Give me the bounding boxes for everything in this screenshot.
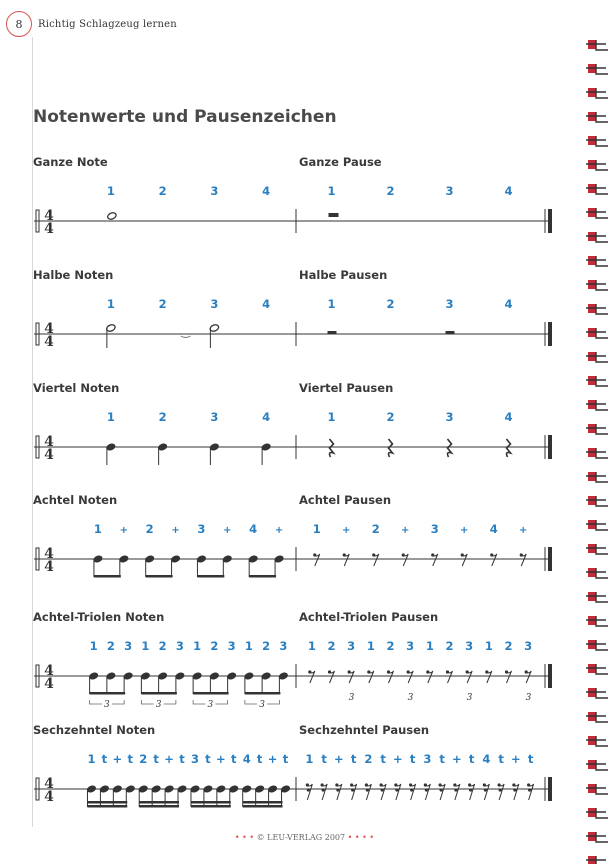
- count-label: 1: [327, 410, 336, 424]
- page-heading: Notenwerte und Pausenzeichen: [33, 107, 337, 127]
- spiral-loop: [586, 184, 608, 194]
- rest-flag-dot: [440, 788, 443, 791]
- count-label: +: [267, 752, 278, 766]
- count-label: +: [401, 525, 410, 536]
- count-label: 3: [423, 752, 432, 766]
- spiral-loop: [586, 760, 608, 770]
- whole-note: [107, 212, 117, 221]
- section-label-right: Sechzehntel Pausen: [299, 723, 430, 737]
- spiral-loop: [586, 688, 608, 698]
- section-label-right: Achtel Pausen: [299, 493, 392, 507]
- page-number: 8: [6, 11, 32, 37]
- section-label-left: Achtel Noten: [33, 493, 118, 507]
- rest-flag-dot: [395, 788, 398, 791]
- count-label: 1: [141, 639, 150, 653]
- section-label-right: Halbe Pausen: [299, 268, 388, 282]
- count-label: 4: [262, 410, 271, 424]
- count-label: t: [231, 752, 237, 766]
- section-label-left: Achtel-Triolen Noten: [33, 610, 165, 624]
- spiral-loop: [586, 520, 608, 530]
- count-label: t: [468, 752, 475, 766]
- count-label: 4: [249, 522, 258, 536]
- rest-flag-dot: [307, 788, 310, 791]
- count-label: t: [153, 752, 159, 766]
- count-label: 1: [305, 752, 314, 766]
- note-beam: [146, 575, 173, 578]
- spiral-loop: [586, 832, 608, 842]
- count-label: 3: [524, 639, 533, 653]
- spiral-loop: [586, 280, 608, 290]
- count-label: 2: [386, 639, 395, 653]
- count-label: 2: [386, 410, 395, 424]
- count-label: 1: [312, 522, 321, 536]
- spiral-loop: [586, 256, 608, 266]
- spiral-loop: [586, 640, 608, 650]
- count-label: 3: [197, 522, 206, 536]
- count-label: 2: [158, 297, 167, 311]
- time-signature-top: 4: [44, 434, 54, 450]
- count-label: 1: [106, 410, 115, 424]
- tuplet-number: 3: [407, 693, 414, 703]
- time-signature-bottom: 4: [44, 221, 54, 237]
- count-label: +: [393, 752, 403, 766]
- count-label: 1: [366, 639, 375, 653]
- spiral-loop: [586, 496, 608, 506]
- time-signature-bottom: 4: [44, 676, 54, 692]
- spiral-loop: [586, 472, 608, 482]
- count-label: 3: [445, 297, 454, 311]
- tuplet-number: 3: [525, 693, 532, 703]
- spiral-loop: [586, 232, 608, 242]
- count-label: 3: [210, 297, 219, 311]
- count-label: 4: [504, 184, 513, 198]
- half-rest: [446, 331, 455, 334]
- spiral-loop: [586, 376, 608, 386]
- count-label: t: [127, 752, 134, 766]
- count-label: 3: [445, 410, 454, 424]
- final-barline-thick: [548, 322, 552, 346]
- count-label: 1: [327, 297, 336, 311]
- count-label: +: [216, 752, 226, 766]
- count-label: t: [256, 752, 263, 766]
- count-label: +: [460, 525, 469, 536]
- count-label: t: [527, 752, 534, 766]
- time-signature-top: 4: [44, 208, 54, 224]
- time-signature-top: 4: [44, 546, 54, 562]
- section-label-left: Sechzehntel Noten: [33, 723, 156, 737]
- count-label: 1: [484, 639, 493, 653]
- count-label: +: [511, 752, 521, 766]
- count-label: t: [101, 752, 108, 766]
- count-label: t: [321, 752, 327, 766]
- count-label: 4: [504, 297, 513, 311]
- count-label: 1: [93, 522, 102, 536]
- note-beam: [243, 801, 283, 804]
- count-label: 2: [262, 639, 271, 653]
- final-barline-thick: [548, 435, 552, 459]
- spiral-loop: [586, 112, 608, 122]
- time-signature-bottom: 4: [44, 789, 54, 805]
- quarter-rest: [389, 439, 393, 457]
- spiral-loop: [586, 328, 608, 338]
- count-label: +: [452, 752, 462, 766]
- rest-flag-dot: [322, 788, 325, 791]
- spiral-loop: [586, 160, 608, 170]
- note-beam: [87, 805, 127, 808]
- spiral-loop: [586, 88, 608, 98]
- count-label: 3: [430, 522, 439, 536]
- spiral-loop: [586, 592, 608, 602]
- count-label: 2: [327, 639, 336, 653]
- final-barline-thick: [548, 547, 552, 571]
- rest-flag-dot: [454, 788, 457, 791]
- count-label: 2: [158, 639, 167, 653]
- section-label-right: Viertel Pausen: [299, 381, 394, 395]
- tuplet-number: 3: [348, 693, 355, 703]
- time-signature-top: 4: [44, 776, 54, 792]
- note-beam: [139, 801, 179, 804]
- final-barline-thick: [548, 664, 552, 688]
- whole-rest: [329, 213, 339, 217]
- count-label: 2: [386, 184, 395, 198]
- count-label: 2: [445, 639, 454, 653]
- count-label: 2: [504, 639, 513, 653]
- spiral-loop: [586, 616, 608, 626]
- tuplet-number: 3: [259, 700, 265, 710]
- rest-flag-dot: [469, 788, 472, 791]
- count-label: 3: [175, 639, 184, 653]
- count-label: +: [519, 525, 528, 536]
- note-beam: [197, 575, 224, 578]
- count-label: t: [498, 752, 504, 766]
- spiral-loop: [586, 64, 608, 74]
- time-signature-top: 4: [44, 663, 54, 679]
- count-label: 2: [371, 522, 380, 536]
- spiral-loop: [586, 736, 608, 746]
- rest-flag-dot: [410, 788, 413, 791]
- time-signature-bottom: 4: [44, 334, 54, 350]
- spiral-loop: [586, 208, 608, 218]
- count-label: 4: [504, 410, 513, 424]
- footer: [0, 833, 609, 842]
- count-label: t: [439, 752, 445, 766]
- count-label: +: [342, 525, 351, 536]
- tuplet-number: 3: [466, 693, 473, 703]
- count-label: 3: [210, 410, 219, 424]
- count-label: 1: [193, 639, 202, 653]
- section-label-left: Halbe Noten: [33, 268, 114, 282]
- count-label: 1: [244, 639, 253, 653]
- spiral-loop: [586, 856, 608, 864]
- rest-flag-dot: [336, 788, 339, 791]
- time-signature-top: 4: [44, 321, 54, 337]
- tuplet-number: 3: [104, 700, 110, 710]
- count-label: 2: [210, 639, 219, 653]
- count-label: +: [274, 525, 284, 536]
- section-label-left: Viertel Noten: [33, 381, 120, 395]
- note-beam: [87, 801, 127, 804]
- rest-flag-dot: [499, 788, 502, 791]
- rest-flag-dot: [513, 788, 516, 791]
- spiral-loop: [586, 400, 608, 410]
- count-label: 3: [406, 639, 415, 653]
- rest-flag-dot: [528, 788, 531, 791]
- count-label: +: [223, 525, 232, 536]
- tuplet-number: 3: [207, 700, 214, 710]
- quarter-rest: [507, 439, 511, 457]
- footer-copyright: © LEU-VERLAG 2007: [256, 833, 346, 842]
- spiral-loop: [586, 448, 608, 458]
- count-label: 4: [482, 752, 491, 766]
- note-beam: [191, 805, 231, 808]
- count-label: 2: [158, 410, 167, 424]
- note-beam: [191, 801, 231, 804]
- count-label: 3: [347, 639, 356, 653]
- final-barline-thick: [548, 777, 552, 801]
- count-label: 3: [465, 639, 474, 653]
- section-label-left: Ganze Note: [33, 155, 108, 169]
- count-label: +: [112, 752, 123, 766]
- count-label: +: [334, 752, 344, 766]
- count-label: 3: [227, 639, 236, 653]
- spiral-loop: [586, 352, 608, 362]
- spiral-loop: [586, 568, 608, 578]
- note-beam: [141, 692, 177, 695]
- count-label: 3: [445, 184, 454, 198]
- note-beam: [90, 692, 126, 695]
- spiral-loop: [586, 544, 608, 554]
- rest-flag-dot: [484, 788, 487, 791]
- note-beam: [245, 692, 281, 695]
- rest-flag-dot: [366, 788, 369, 791]
- count-label: 3: [190, 752, 199, 766]
- rest-flag-dot: [381, 788, 384, 791]
- section-label-right: Achtel-Triolen Pausen: [299, 610, 439, 624]
- count-label: 1: [106, 297, 115, 311]
- count-label: 4: [262, 184, 271, 198]
- count-label: +: [119, 525, 129, 536]
- spiral-loop: [586, 712, 608, 722]
- count-label: 2: [139, 752, 148, 766]
- time-signature-bottom: 4: [44, 447, 54, 463]
- count-label: 2: [106, 639, 115, 653]
- count-label: t: [380, 752, 386, 766]
- note-beam: [139, 805, 179, 808]
- quarter-rest: [448, 439, 452, 457]
- tuplet-number: 3: [155, 700, 162, 710]
- spiral-loop: [586, 664, 608, 674]
- count-label: t: [179, 752, 185, 766]
- quarter-rest: [330, 439, 334, 457]
- note-beam: [94, 575, 121, 578]
- final-barline-thick: [548, 209, 552, 233]
- footer-dots-left: • • •: [234, 833, 255, 842]
- rest-flag-dot: [351, 788, 354, 791]
- note-beam: [193, 692, 229, 695]
- count-label: 3: [124, 639, 133, 653]
- count-label: t: [350, 752, 357, 766]
- book-title: Richtig Schlagzeug lernen: [38, 19, 177, 30]
- note-beam: [243, 805, 283, 808]
- count-label: 1: [89, 639, 98, 653]
- spiral-loop: [586, 136, 608, 146]
- spiral-loop: [586, 40, 608, 50]
- section-label-right: Ganze Pause: [299, 155, 382, 169]
- spiral-loop: [586, 424, 608, 434]
- count-label: 1: [106, 184, 115, 198]
- time-signature-bottom: 4: [44, 559, 54, 575]
- count-label: t: [205, 752, 211, 766]
- count-label: 3: [279, 639, 288, 653]
- count-label: 2: [145, 522, 154, 536]
- count-label: 4: [262, 297, 271, 311]
- count-label: t: [409, 752, 416, 766]
- count-label: t: [282, 752, 289, 766]
- tie-mark: [181, 336, 191, 338]
- count-label: 1: [87, 752, 96, 766]
- spiral-loop: [586, 784, 608, 794]
- count-label: 4: [489, 522, 498, 536]
- count-label: 2: [386, 297, 395, 311]
- footer-dots-right: • • • •: [347, 833, 375, 842]
- count-label: 2: [364, 752, 373, 766]
- count-label: +: [171, 525, 180, 536]
- half-rest: [328, 331, 337, 334]
- spiral-binding: [586, 0, 609, 864]
- rest-flag-dot: [425, 788, 428, 791]
- spiral-loop: [586, 304, 608, 314]
- count-label: 1: [425, 639, 434, 653]
- count-label: 1: [327, 184, 336, 198]
- count-label: 4: [242, 752, 251, 766]
- count-label: +: [164, 752, 174, 766]
- count-label: 1: [307, 639, 316, 653]
- note-beam: [249, 575, 276, 578]
- count-label: 3: [210, 184, 219, 198]
- spiral-loop: [586, 808, 608, 818]
- count-label: 2: [158, 184, 167, 198]
